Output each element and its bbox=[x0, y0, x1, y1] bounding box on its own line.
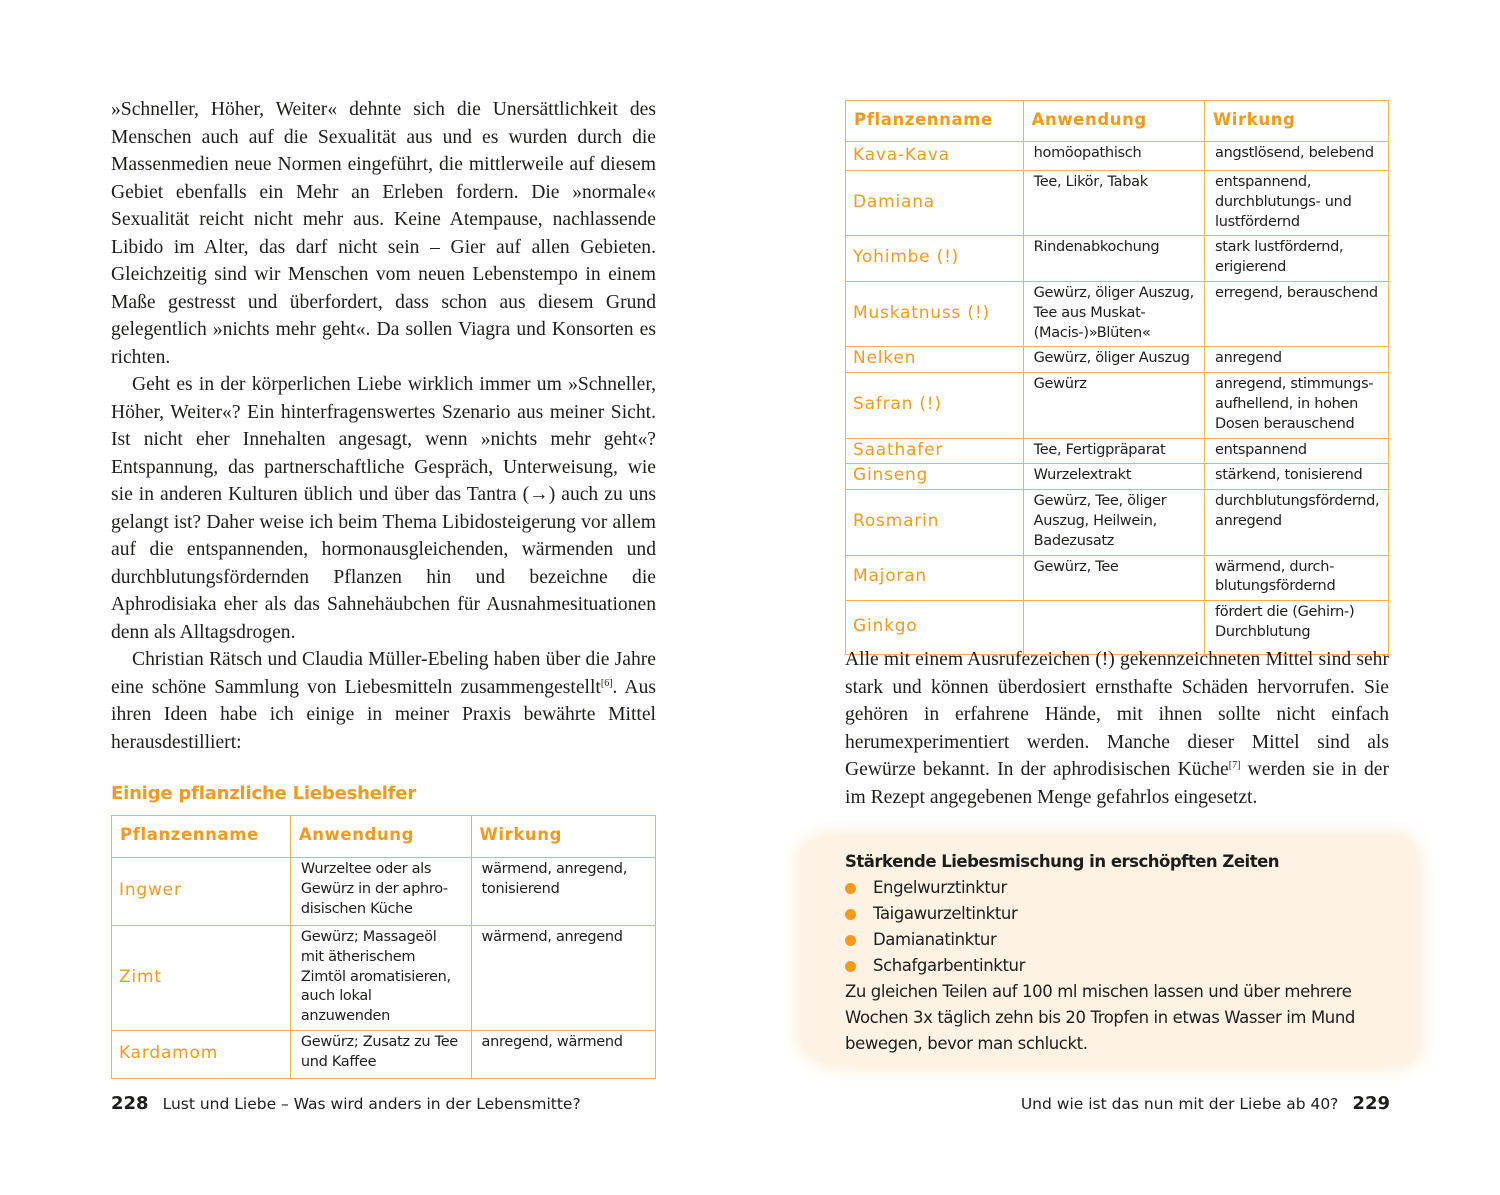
table-row bbox=[112, 926, 656, 1031]
plant-anwendung: Gewürz bbox=[1023, 373, 1204, 438]
running-head: Lust und Liebe – Was wird anders in der Lebensmitte? bbox=[162, 1095, 581, 1113]
table-header-row bbox=[112, 816, 656, 858]
footer-left bbox=[111, 1093, 581, 1114]
table-row bbox=[846, 438, 1389, 464]
plant-anwendung: Wurzeltee oder als Gewürz in der aphrodisischen Küche bbox=[290, 858, 471, 926]
running-head: Und wie ist das nun mit der Liebe ab 40? bbox=[1020, 1095, 1339, 1113]
table-row bbox=[846, 373, 1389, 438]
plant-wirkung: stärkend, tonisierend bbox=[1205, 464, 1389, 490]
paragraph-2: Geht es in der körperlichen Liebe wirklich immer um »Schneller, Höher, Weiter«? Ein hinterfragenswertes Szenario aus meiner Sicht. Ist nicht eher Innehalten angesagt, wenn »nichts mehr geht«? Entspannung, das partnerschaftliche Gespräch, Unterweisung, wie sie in anderen Kulturen üblich und über das Tantra (→) auch zu uns gelangt ist? Daher weise ich beim Thema Libidosteigerung vor allem auf die entspannenden, hormonausgleichenden, wärmenden und durchblutungsfördernden Pflanzen hin und bezeichne die Aphrodisiaka eher als das Sahnehäubchen für Ausnahmesituationen denn als Alltagsdrogen. bbox=[111, 374, 656, 643]
plant-name: Yohimbe (!) bbox=[846, 236, 1024, 282]
plant-wirkung: anregend, wärmend bbox=[471, 1030, 655, 1078]
plant-wirkung: erregend, berauschend bbox=[1205, 281, 1389, 346]
paragraph-3-text-before: Christian Rätsch und Claudia Müller-Ebeling haben über die Jahre eine schöne Sammlung von Liebesmitteln zusammengestellt bbox=[111, 649, 656, 698]
plant-name: Safran (!) bbox=[846, 373, 1024, 438]
plant-name: Nelken bbox=[846, 347, 1024, 373]
plant-name: Saathafer bbox=[846, 438, 1024, 464]
footer-right bbox=[1021, 1093, 1390, 1114]
right-body-text bbox=[845, 646, 1389, 811]
table-row bbox=[846, 236, 1389, 282]
bullet-dot-icon bbox=[845, 909, 856, 920]
plant-name: Kava-Kava bbox=[846, 142, 1024, 171]
page-number: 228 bbox=[111, 1093, 149, 1114]
plant-wirkung: entspannend bbox=[1205, 438, 1389, 464]
plant-wirkung: anregend, stimmungsaufhellend, in hohen Dosen berauschend bbox=[1205, 373, 1389, 438]
plant-anwendung: homöopathisch bbox=[1023, 142, 1204, 171]
plant-name: Muskatnuss (!) bbox=[846, 281, 1024, 346]
plant-anwendung: Gewürz, Tee, öliger Auszug, Heilwein, Badezusatz bbox=[1023, 490, 1204, 555]
ingredient-label: Damianatinktur bbox=[873, 930, 997, 949]
page-number: 229 bbox=[1352, 1093, 1390, 1114]
header-wirkung: Wirkung bbox=[1205, 101, 1389, 142]
table-row bbox=[846, 490, 1389, 555]
ingredient-label: Taigawurzeltinktur bbox=[873, 904, 1018, 923]
header-pflanzenname: Pflanzenname bbox=[846, 101, 1024, 142]
plant-anwendung: Rindenabkochung bbox=[1023, 236, 1204, 282]
plant-anwendung: Gewürz; Massageöl mit ätherischem Zimtöl aromatisieren, auch lokal anzuwenden bbox=[290, 926, 471, 1031]
recipe-instructions: Zu gleichen Teilen auf 100 ml mischen lassen und über mehrere Wochen 3x täglich zehn bis 20 Tropfen in etwas Wasser im Mund bewegen, bevor man schluckt. bbox=[845, 982, 1355, 1053]
paragraph-3 bbox=[111, 646, 656, 756]
plant-anwendung: Tee, Likör, Tabak bbox=[1023, 171, 1204, 236]
warning-paragraph bbox=[845, 646, 1389, 811]
plant-name: Zimt bbox=[112, 926, 291, 1031]
ingredient-label: Schafgarbentinktur bbox=[873, 956, 1025, 975]
plants-table-right bbox=[845, 100, 1389, 655]
plants-table-left bbox=[111, 815, 656, 1079]
plant-anwendung: Wurzelextrakt bbox=[1023, 464, 1204, 490]
warning-text-before: Alle mit einem Ausrufezeichen (!) gekennzeichneten Mittel sind sehr stark und können überdosiert ernsthafte Schäden hervorrufen. Sie gehören in erfahrene Hände, mit ihnen sollte nicht einfach herumexperimentiert werden. Manche dieser Mittel sind als Gewürze bekannt. In der aphrodisischen Küche bbox=[845, 649, 1389, 780]
bullet-dot-icon bbox=[845, 961, 856, 972]
plant-anwendung: Gewürz, Tee bbox=[1023, 555, 1204, 601]
ingredient-list bbox=[845, 875, 1405, 979]
table-title: Einige pflanzliche Liebeshelfer bbox=[111, 783, 416, 804]
bullet-dot-icon bbox=[845, 935, 856, 946]
plant-anwendung: Gewürz, öliger Auszug bbox=[1023, 347, 1204, 373]
plant-wirkung: entspannend, durchblutungs- und lustfördernd bbox=[1205, 171, 1389, 236]
ingredient-item bbox=[845, 901, 1405, 927]
table-row bbox=[112, 858, 656, 926]
plant-wirkung: wärmend, anregend bbox=[471, 926, 655, 1031]
header-wirkung: Wirkung bbox=[471, 816, 655, 858]
plant-anwendung: Tee, Fertigpräparat bbox=[1023, 438, 1204, 464]
ingredient-label: Engelwurztinktur bbox=[873, 878, 1007, 897]
plant-wirkung: angstlösend, belebend bbox=[1205, 142, 1389, 171]
header-pflanzenname: Pflanzenname bbox=[112, 816, 291, 858]
table-row bbox=[112, 1030, 656, 1078]
header-anwendung: Anwendung bbox=[290, 816, 471, 858]
paragraph-1: »Schneller, Höher, Weiter« dehnte sich die Unersättlichkeit des Menschen auch auf die Sexualität aus und es wurden durch die Massenmedien neue Normen eingeführt, die mittlerweile auf diesem Gebiet ebenfalls ein Mehr an Erleben fordern. Die »normale« Sexualität reicht nicht mehr aus. Keine Atempause, nachlassende Libido im Alter, das darf nicht sein – Gier auf allen Gebieten. Gleichzeitig sind wir Menschen vom neuen Lebenstempo in einem Maße gestresst und überfordert, dass schon aus diesem Grund gelegentlich »nichts mehr geht«. Da sollen Viagra und Konsorten es richten. bbox=[111, 99, 656, 368]
plant-name: Ingwer bbox=[112, 858, 291, 926]
plant-wirkung: fördert die (Gehirn-) Durchblutung bbox=[1205, 601, 1389, 655]
table-header-row bbox=[846, 101, 1389, 142]
footnote-6[interactable]: [6] bbox=[600, 677, 613, 689]
paragraph-3-text-after: . Aus ihren Ideen habe ich einige in meiner Praxis bewährte Mittel herausdestilliert: bbox=[111, 676, 656, 753]
recipe-title: Stärkende Liebesmischung in erschöpften Zeiten bbox=[845, 852, 1280, 871]
plant-name: Damiana bbox=[846, 171, 1024, 236]
plant-anwendung: Gewürz; Zusatz zu Tee und Kaffee bbox=[290, 1030, 471, 1078]
right-page bbox=[750, 0, 1500, 1195]
plant-wirkung: anregend bbox=[1205, 347, 1389, 373]
plant-anwendung: Gewürz, öliger Auszug, Tee aus Muskat-(Macis-)»Blüten« bbox=[1023, 281, 1204, 346]
ingredient-item bbox=[845, 953, 1405, 979]
plant-wirkung: wärmend, anregend, tonisierend bbox=[471, 858, 655, 926]
plant-name: Ginkgo bbox=[846, 601, 1024, 655]
table-row bbox=[846, 281, 1389, 346]
table-row bbox=[846, 142, 1389, 171]
plant-wirkung: stark lustfördernd, erigierend bbox=[1205, 236, 1389, 282]
plant-name: Kardamom bbox=[112, 1030, 291, 1078]
plant-name: Majoran bbox=[846, 555, 1024, 601]
table-row bbox=[846, 464, 1389, 490]
ingredient-item bbox=[845, 927, 1405, 953]
ingredient-item bbox=[845, 875, 1405, 901]
left-body-text bbox=[111, 96, 656, 756]
plant-name: Rosmarin bbox=[846, 490, 1024, 555]
plant-wirkung: wärmend, durchblutungsfördernd bbox=[1205, 555, 1389, 601]
header-anwendung: Anwendung bbox=[1023, 101, 1204, 142]
plant-wirkung: durchblutungsfördernd, anregend bbox=[1205, 490, 1389, 555]
recipe-box bbox=[845, 849, 1405, 1057]
footnote-7[interactable]: [7] bbox=[1228, 760, 1241, 771]
plant-name: Ginseng bbox=[846, 464, 1024, 490]
table-row bbox=[846, 347, 1389, 373]
bullet-dot-icon bbox=[845, 883, 856, 894]
table-row bbox=[846, 171, 1389, 236]
table-row bbox=[846, 555, 1389, 601]
warning-text-after: werden sie in der im Rezept angegebenen Menge gefahrlos eingesetzt. bbox=[845, 759, 1390, 808]
